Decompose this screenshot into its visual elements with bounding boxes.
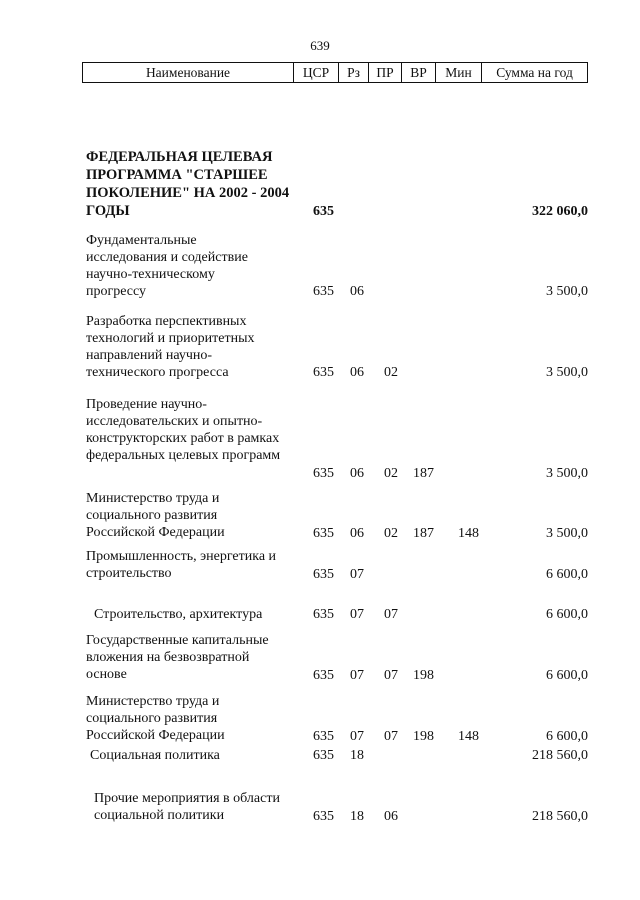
row-csr: 635	[313, 365, 334, 380]
row-pr: 02	[384, 466, 398, 481]
row-name: Промышленность, энергетика и строительство	[86, 549, 277, 581]
table-row	[0, 490, 640, 542]
row-rz: 07	[350, 607, 364, 622]
row-sum: 218 560,0	[532, 809, 588, 824]
row-sum: 3 500,0	[546, 526, 588, 541]
row-min: 148	[458, 526, 479, 541]
table-row	[0, 790, 640, 825]
header-rz: Рз	[339, 63, 369, 82]
row-name: Разработка перспективных технологий и приоритетных направлений научно-технического прогресса	[86, 314, 255, 380]
row-rz: 07	[350, 668, 364, 683]
table-row	[0, 693, 640, 745]
table-row	[0, 548, 640, 583]
row-name: ФЕДЕРАЛЬНАЯ ЦЕЛЕВАЯ ПРОГРАММА "СТАРШЕЕ ПОКОЛЕНИЕ" НА 2002 - 2004 ГОДЫ	[86, 149, 290, 219]
row-csr: 635	[313, 668, 334, 683]
row-pr: 07	[384, 607, 398, 622]
row-csr: 635	[313, 809, 334, 824]
row-pr: 06	[384, 809, 398, 824]
row-vr: 198	[413, 729, 434, 744]
row-rz: 07	[350, 567, 364, 582]
page-number: 639	[310, 38, 330, 53]
row-vr: 187	[413, 526, 434, 541]
table-row	[0, 232, 640, 300]
row-name: Прочие мероприятия в области социальной политики	[94, 791, 280, 823]
row-rz: 06	[350, 284, 364, 299]
header-pr: ПР	[369, 63, 402, 82]
table-row	[0, 313, 640, 381]
row-rz: 07	[350, 729, 364, 744]
row-name: Социальная политика	[90, 748, 220, 763]
table-row	[0, 606, 640, 623]
row-csr: 635	[313, 729, 334, 744]
row-csr: 635	[313, 567, 334, 582]
row-name: Проведение научно-исследовательских и опытно-конструкторских работ в рамках федеральных целевых программ	[86, 397, 281, 463]
row-name: Министерство труда и социального развития Российской Федерации	[86, 491, 225, 540]
row-csr: 635	[313, 204, 334, 219]
table-row	[0, 747, 640, 764]
row-name: Государственные капитальные вложения на безвозвратной основе	[86, 633, 269, 682]
row-min: 148	[458, 729, 479, 744]
row-csr: 635	[313, 748, 334, 763]
table-row	[0, 148, 640, 220]
row-csr: 635	[313, 284, 334, 299]
row-rz: 18	[350, 809, 364, 824]
row-sum: 6 600,0	[546, 607, 588, 622]
row-rz: 18	[350, 748, 364, 763]
row-sum: 3 500,0	[546, 365, 588, 380]
header-sum: Сумма на год	[496, 65, 573, 80]
header-csr: ЦСР	[294, 63, 339, 82]
table-row	[0, 632, 640, 684]
row-name: Министерство труда и социального развития Российской Федерации	[86, 694, 225, 743]
row-csr: 635	[313, 607, 334, 622]
table-row	[0, 396, 640, 482]
row-pr: 07	[384, 668, 398, 683]
header-min: Мин	[436, 63, 482, 82]
row-rz: 06	[350, 365, 364, 380]
row-sum: 3 500,0	[546, 466, 588, 481]
row-csr: 635	[313, 526, 334, 541]
row-vr: 198	[413, 668, 434, 683]
row-sum: 322 060,0	[532, 204, 588, 219]
row-vr: 187	[413, 466, 434, 481]
row-name: Строительство, архитектура	[94, 607, 263, 622]
row-sum: 218 560,0	[532, 748, 588, 763]
row-name: Фундаментальные исследования и содействие научно-техническому прогрессу	[86, 233, 248, 299]
row-sum: 6 600,0	[546, 668, 588, 683]
row-pr: 02	[384, 526, 398, 541]
row-sum: 3 500,0	[546, 284, 588, 299]
row-csr: 635	[313, 466, 334, 481]
row-rz: 06	[350, 466, 364, 481]
header-name: Наименование	[83, 63, 294, 82]
row-pr: 02	[384, 365, 398, 380]
row-sum: 6 600,0	[546, 729, 588, 744]
header-vr: ВР	[402, 63, 436, 82]
row-pr: 07	[384, 729, 398, 744]
table-header	[82, 62, 588, 83]
row-rz: 06	[350, 526, 364, 541]
row-sum: 6 600,0	[546, 567, 588, 582]
